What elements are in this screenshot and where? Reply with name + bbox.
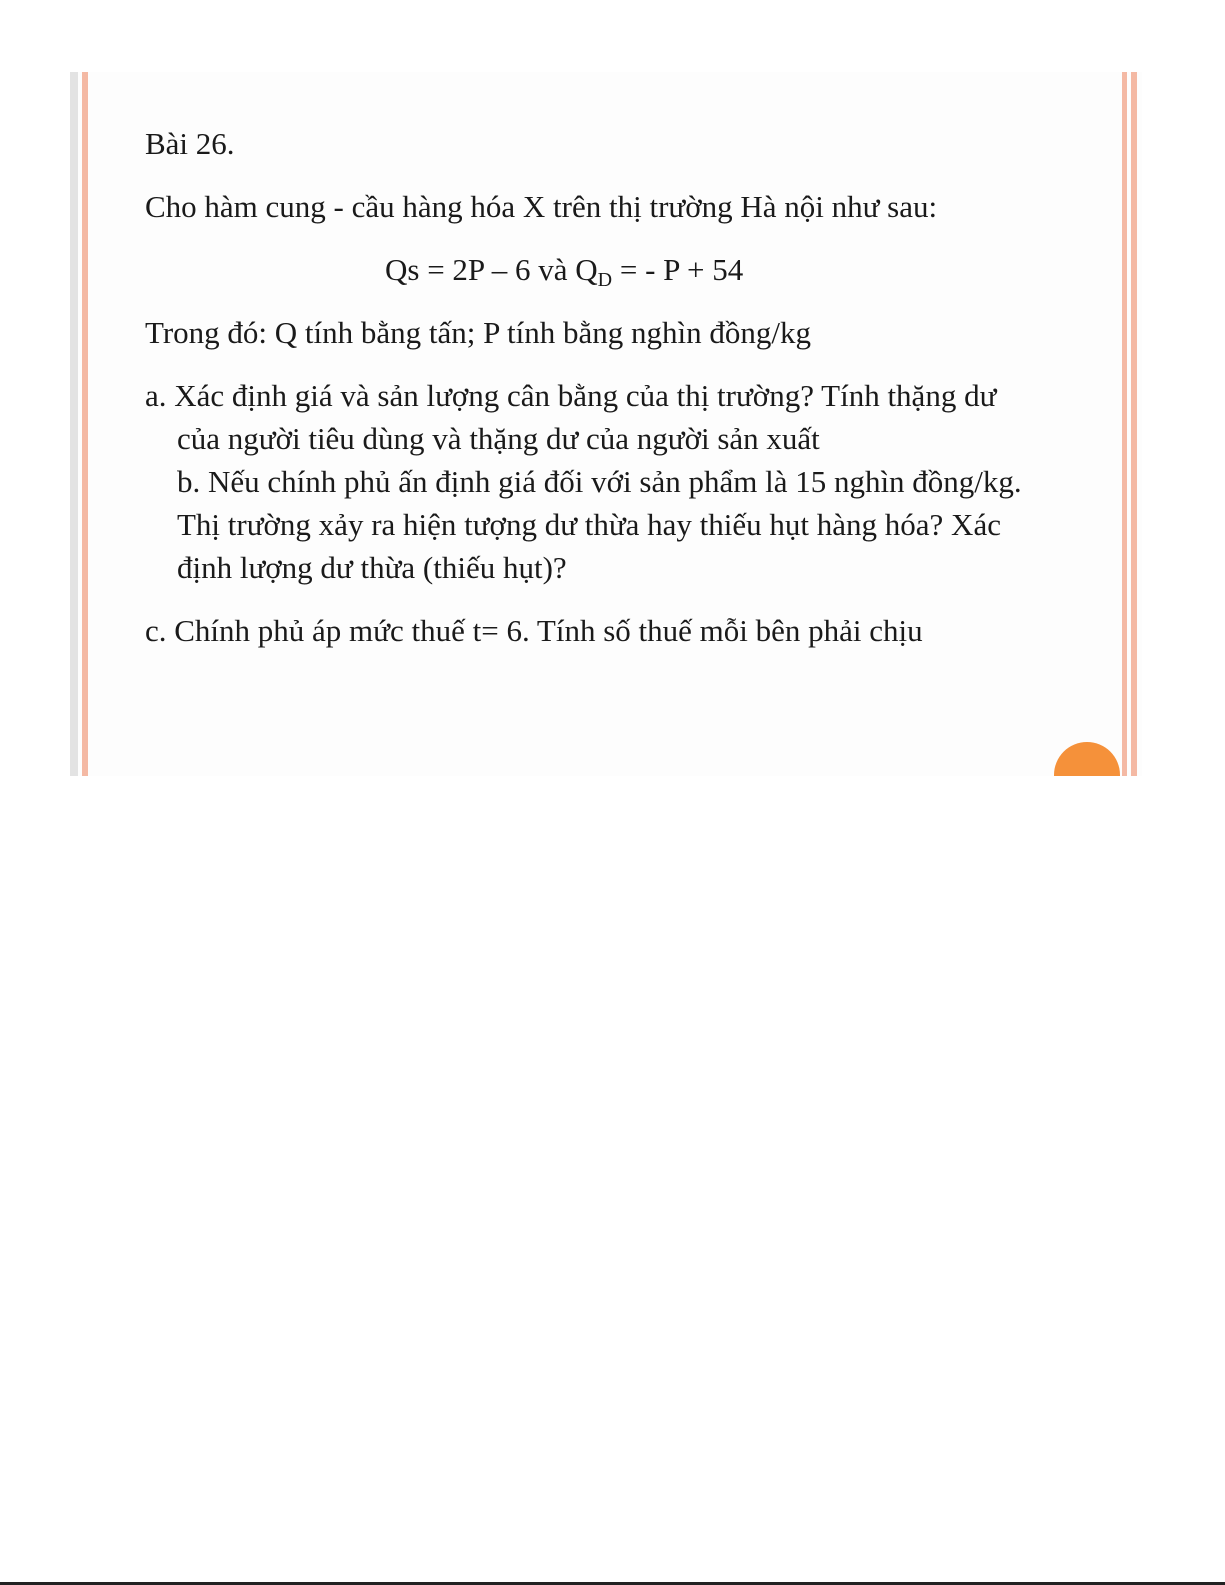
supply-demand-formula xyxy=(145,248,1045,291)
question-b: b. Nếu chính phủ ấn định giá đối với sản phẩm là 15 nghìn đồng/kg. Thị trường xảy ra hiện tượng dư thừa hay thiếu hụt hàng hóa? Xác định lượng dư thừa (thiếu hụt)? xyxy=(177,464,1022,585)
question-a-b xyxy=(145,374,1045,589)
units-note: Trong đó: Q tính bằng tấn; P tính bằng nghìn đồng/kg xyxy=(145,315,811,350)
formula-supply-part: Qs = 2P – 6 và Q xyxy=(385,252,598,287)
orange-circle-decoration xyxy=(1054,742,1120,776)
intro-text: Cho hàm cung - cầu hàng hóa X trên thị trường Hà nội như sau: xyxy=(145,189,938,224)
left-border-gray xyxy=(70,72,78,776)
question-a: a. Xác định giá và sản lượng cân bằng của thị trường? Tính thặng dư của người tiêu dùng và thặng dư của người sản xuất xyxy=(145,378,997,456)
exercise-title: Bài 26. xyxy=(145,126,235,161)
slide xyxy=(70,72,1142,776)
question-c: c. Chính phủ áp mức thuế t= 6. Tính số thuế mỗi bên phải chịu xyxy=(145,613,923,648)
formula-demand-subscript: D xyxy=(597,269,613,291)
slide-content xyxy=(145,122,1045,652)
formula-demand-part: = - P + 54 xyxy=(612,252,744,287)
right-border-accent-inner xyxy=(1122,72,1127,776)
left-border-accent xyxy=(82,72,88,776)
right-border-accent-outer xyxy=(1131,72,1137,776)
